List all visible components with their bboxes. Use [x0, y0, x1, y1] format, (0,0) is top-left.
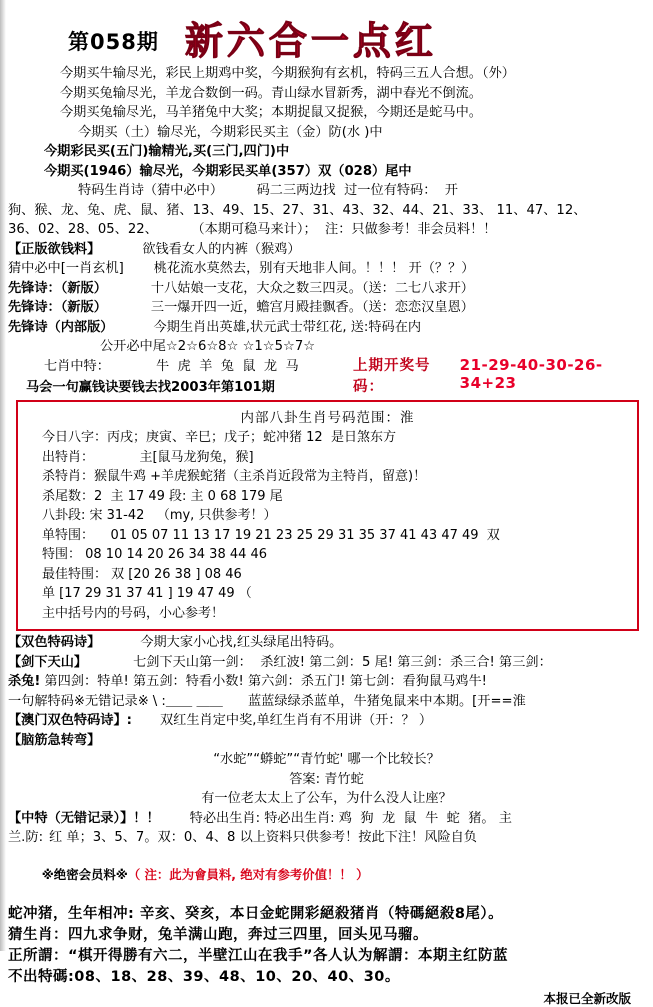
intro-line: 今期买(1946）输尽光，今期彩民买单(357）双（028）尾中 — [44, 163, 412, 179]
row-label: 先锋诗（内部版） — [8, 319, 114, 335]
row-text: 桃花流水莫然去，别有天地非人间。！！！ 开（？？） — [153, 261, 475, 276]
seven-zodiac-line: 七肖中特： 牛 虎 羊 兔 鼠 龙 马 — [44, 358, 299, 374]
row-text: 十八姑娘一支花，大众之数三四灵。（送：二七八求开） — [150, 280, 474, 296]
last-draw-label: 上期开奖号码： — [353, 357, 431, 395]
poem-hint-line: 特码生肖诗（猜中必中） 码二三两边找 过一位有特码： 开 — [78, 183, 458, 198]
box-line: 特围： 08 10 14 20 26 34 38 44 46 — [42, 547, 268, 562]
row-label: 【脑筋急转弯】 — [8, 732, 101, 748]
row-text: 七剑下天山第一剑： 杀红波! 第二剑：5 尾! 第三剑：杀三合! 第三剑： — [133, 654, 552, 670]
zodiac-numbers-line: 狗、猴、龙、兔、虎、鼠、猪、13、49、15、27、31、43、32、44、21、33、 11、47、12、 — [8, 202, 587, 218]
box-line: 今日八字：丙戌；庚寅、辛巳；戊子；蛇冲猪 12 是日煞东方 — [42, 430, 396, 445]
row-text: 红 单；3、5、7。双：0、4、8 以上资料只供参考！按此下注！风险自负 — [49, 830, 477, 845]
row-xianfengshi-3 — [8, 318, 645, 338]
row-text: 今期大家小心找,红头绿尾出特码。 — [140, 635, 343, 650]
zodiac-numbers-line: 36、02、28、05、22、 （本期可稳马来计）； 注：只做参考！非会员料！！ — [8, 222, 497, 237]
row-xianfengshi-2 — [8, 298, 645, 318]
row-label: 【剑下天山】 — [8, 654, 88, 670]
row-naojin — [8, 731, 645, 751]
intro-line: 今期买牛输尽光，彩民上期鸡中奖，今期猴狗有玄机，特码三五人合想。（外） — [60, 66, 515, 81]
box-line: 单 [17 29 31 37 41 ] 19 47 49 （ — [42, 586, 252, 601]
box-line: 单特围： 01 05 07 11 13 17 19 21 23 25 29 31 35 37 41 43 47 49 双 — [42, 527, 500, 543]
warning-text: （ 注：此为會員料, 绝对有参考价值！！ ） — [127, 866, 369, 882]
intro-line: 今期彩民买(五门)输精光,买(三门,四门)中 — [44, 144, 290, 159]
footer-line: 不出特碼:08、18、28、39、48、10、20、40、30。 — [8, 968, 400, 985]
row-label: 【澳门双色特码诗】: — [8, 713, 132, 728]
row-text: 第四剑：特单! 第五剑：特看小数! 第六剑：杀五门! 第七剑：看狗鼠马鸡牛! — [44, 674, 487, 689]
row-yijujie — [8, 692, 645, 712]
row-label: 一句解特码※无错记录※ — [8, 693, 149, 709]
row-label: 兰.防: — [8, 830, 44, 845]
box-line: 杀特肖：猴鼠牛鸡 +羊虎猴蛇猪（主杀肖近段常为主特肖，留意)！ — [42, 469, 427, 484]
lower-sections — [8, 633, 645, 848]
riddle-question-2: 有一位老太太上了公车，为什么没人让座？ — [201, 791, 452, 806]
row-label: 猜中必中[一肖玄机] — [8, 261, 124, 276]
page-edge-shadow — [0, 0, 6, 951]
box-line: 主中括号内的号码，小心参考！ — [42, 605, 225, 621]
riddle-answer: 答案: 青竹蛇 — [289, 771, 364, 787]
row-yixiao — [8, 259, 645, 279]
header — [8, 6, 645, 63]
row-label: 杀兔! — [8, 674, 41, 689]
internal-box — [16, 400, 639, 631]
intro-line: 今期买兔输尽光，马羊猪兔中大奖；本期捉鼠又捉猴，今期还是蛇马中。 — [60, 105, 482, 120]
box-line: 最佳特围： 双 [20 26 38 ] 08 46 — [42, 566, 242, 582]
row-jianxia-2 — [8, 672, 645, 692]
row-text: 今期生肖出英雄,状元武士带红花, 送:特码在内 — [153, 319, 422, 335]
row-text: 特必出生肖: 特必出生肖: 鸡 狗 龙 鼠 牛 蛇 猪。 主 — [189, 810, 512, 826]
tail-line: 马会一句赢钱诀要钱去找2003年第101期 — [26, 379, 275, 395]
row-text: 双红生肖定中奖,单红生肖有不用讲（开：？ ） — [159, 713, 433, 728]
box-line: 杀尾数：2 主 17 49 段: 主 0 68 179 尾 — [42, 488, 283, 504]
row-label: 【正版欲钱料】 — [8, 241, 101, 257]
box-line: 出特肖： 主[鼠马龙狗兔，猴] — [42, 449, 254, 465]
footer-line: 正所謂：“棋开得勝有六二，半壁江山在我手”各人认为解謂：本期主红防蓝 — [8, 947, 509, 964]
row-label: 先锋诗：（新版） — [8, 300, 107, 315]
intro-line: 今期买兔输尽光，羊龙合数倒一码。青山绿水冒新秀，湖中春光不倒流。 — [60, 85, 482, 101]
warning-prefix: ※绝密会员料※ — [41, 866, 128, 882]
row-jianxia — [8, 653, 645, 673]
row-shuangse — [8, 633, 645, 653]
page-title: 新六合一点红 — [184, 19, 437, 63]
issue-number: 第058期 — [68, 30, 159, 54]
row-text: 三一爆开四一近，蟾宫月殿挂飘香。（送：恋恋汉皇恩） — [150, 300, 474, 315]
tail-line: 公开必中尾☆2☆6☆8☆ ☆1☆5☆7☆ — [100, 339, 316, 354]
row-label: 【中特（无错记录）】！！ — [8, 810, 160, 826]
intro-block — [8, 64, 645, 181]
last-draw — [353, 354, 645, 396]
row-label: 【双色特码诗】 — [8, 635, 101, 650]
footer-line: 猜生肖：四九求争财，兔羊满山跑，奔过三四里，回头见马骝。 — [8, 926, 428, 943]
box-line: 八卦段: 宋 31-42 （my, 只供参考！） — [42, 508, 277, 523]
row-xianfengshi-1 — [8, 279, 645, 299]
row-qianliao — [8, 240, 645, 260]
edition-note: 本报已全新改版 — [543, 990, 631, 1006]
footer-line: 蛇冲猪，生年相冲: 辛亥、癸亥，本日金蛇開彩絕殺猪肖（特碼絕殺8尾）。 — [8, 905, 504, 922]
intro-line: 今期买（土）输尽光，今期彩民买主（金）防(水 )中 — [78, 124, 383, 140]
row-text: \ :＿＿ ＿＿ 蓝蓝绿绿杀蓝单，牛猪兔鼠来中本期。[开==淮 — [152, 693, 526, 709]
row-aomen — [8, 711, 645, 731]
footer-block — [8, 904, 645, 988]
riddle-question: “水蛇”“蟒蛇”“青竹蛇' 哪一个比较长？ — [213, 752, 440, 767]
row-fang — [8, 828, 645, 848]
row-label: 先锋诗：（新版） — [8, 280, 107, 296]
mid-section — [8, 240, 645, 338]
last-draw-numbers: 21-29-40-30-26-34+23 — [459, 355, 603, 392]
row-zhongte — [8, 809, 645, 829]
member-warning — [8, 848, 645, 902]
row-text: 欲钱看女人的内裤（猴鸡） — [142, 241, 301, 257]
box-title: 内部八卦生肖号码范围：淮 — [240, 410, 415, 426]
